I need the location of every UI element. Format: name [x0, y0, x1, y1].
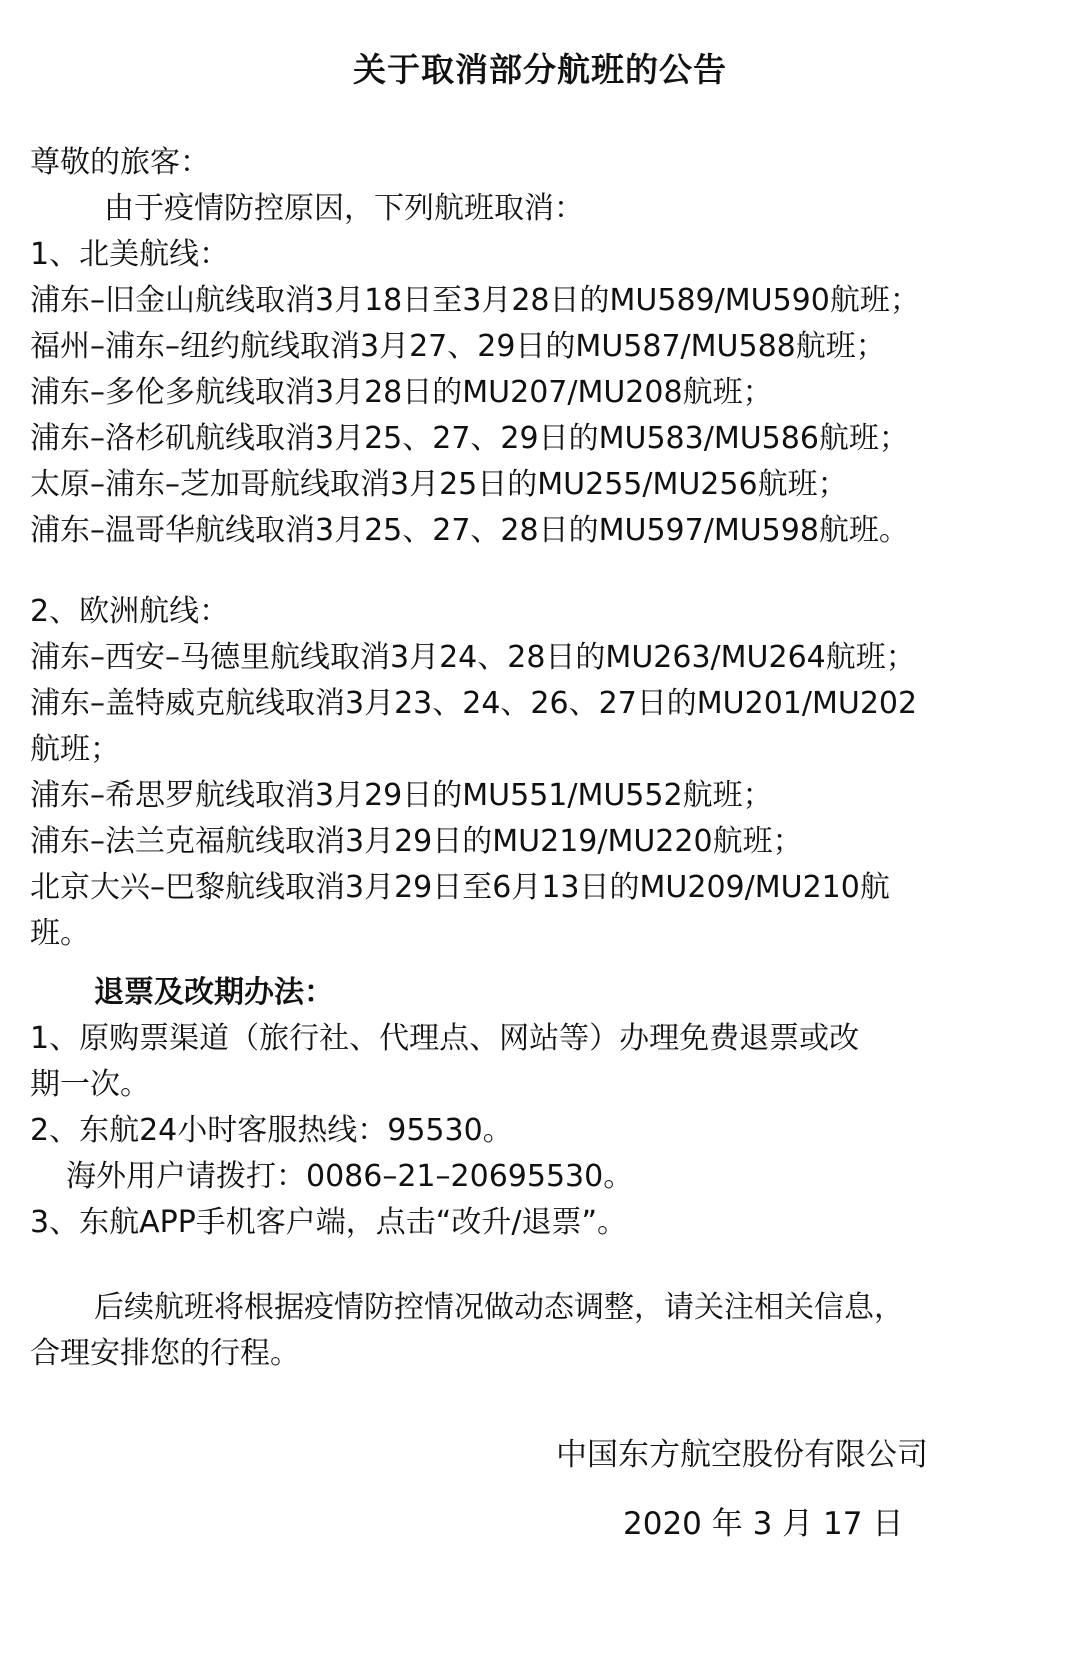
flight-line: 浦东–旧金山航线取消3月18日至3月28日的MU589/MU590航班； — [30, 283, 920, 318]
north-america-section — [30, 140, 1060, 554]
europe-heading: 2、欧洲航线： — [30, 594, 230, 629]
flight-line: 班。 — [30, 916, 90, 951]
flight-line: 浦东–洛杉矶航线取消3月25、27、29日的MU583/MU586航班； — [30, 421, 909, 456]
flight-line: 浦东–希思罗航线取消3月29日的MU551/MU552航班； — [30, 778, 773, 813]
flight-line: 福州–浦东–纽约航线取消3月27、29日的MU587/MU588航班； — [30, 329, 886, 364]
flight-line: 浦东–法兰克福航线取消3月29日的MU219/MU220航班； — [30, 824, 803, 859]
closing-line: 合理安排您的行程。 — [30, 1336, 300, 1371]
flight-line: 浦东–温哥华航线取消3月25、27、28日的MU597/MU598航班。 — [30, 513, 909, 548]
issuer-signature: 中国东方航空股份有限公司 — [556, 1437, 928, 1473]
refund-section — [30, 970, 1060, 1246]
flight-line: 浦东–西安–马德里航线取消3月24、28日的MU263/MU264航班； — [30, 640, 916, 675]
app-instruction: 3、东航APP手机客户端，点击“改升/退票”。 — [30, 1205, 627, 1240]
refund-heading: 退票及改期办法： — [94, 975, 334, 1010]
notice-title: 关于取消部分航班的公告 — [353, 50, 727, 89]
overseas-hotline: 海外用户请拨打：0086–21–20695530。 — [66, 1159, 634, 1194]
flight-line: 北京大兴–巴黎航线取消3月29日至6月13日的MU209/MU210航 — [30, 870, 890, 905]
closing-line: 后续航班将根据疫情防控情况做动态调整，请关注相关信息， — [94, 1290, 904, 1325]
refund-line: 期一次。 — [30, 1067, 150, 1102]
europe-section — [30, 589, 1060, 957]
refund-line: 1、原购票渠道（旅行社、代理点、网站等）办理免费退票或改 — [30, 1021, 860, 1056]
closing-section — [30, 1285, 1060, 1377]
refund-line: 2、东航24小时客服热线：95530。 — [30, 1113, 513, 1148]
intro-text: 由于疫情防控原因，下列航班取消： — [104, 191, 584, 226]
greeting: 尊敬的旅客： — [30, 145, 210, 180]
north-america-heading: 1、北美航线： — [30, 237, 230, 272]
flight-line: 浦东–盖特威克航线取消3月23、24、26、27日的MU201/MU202 — [30, 686, 918, 721]
issue-date: 2020 年 3 月 17 日 — [623, 1506, 904, 1542]
flight-line: 航班； — [30, 732, 120, 767]
flight-line: 浦东–多伦多航线取消3月28日的MU207/MU208航班； — [30, 375, 773, 410]
flight-line: 太原–浦东–芝加哥航线取消3月25日的MU255/MU256航班； — [30, 467, 848, 502]
